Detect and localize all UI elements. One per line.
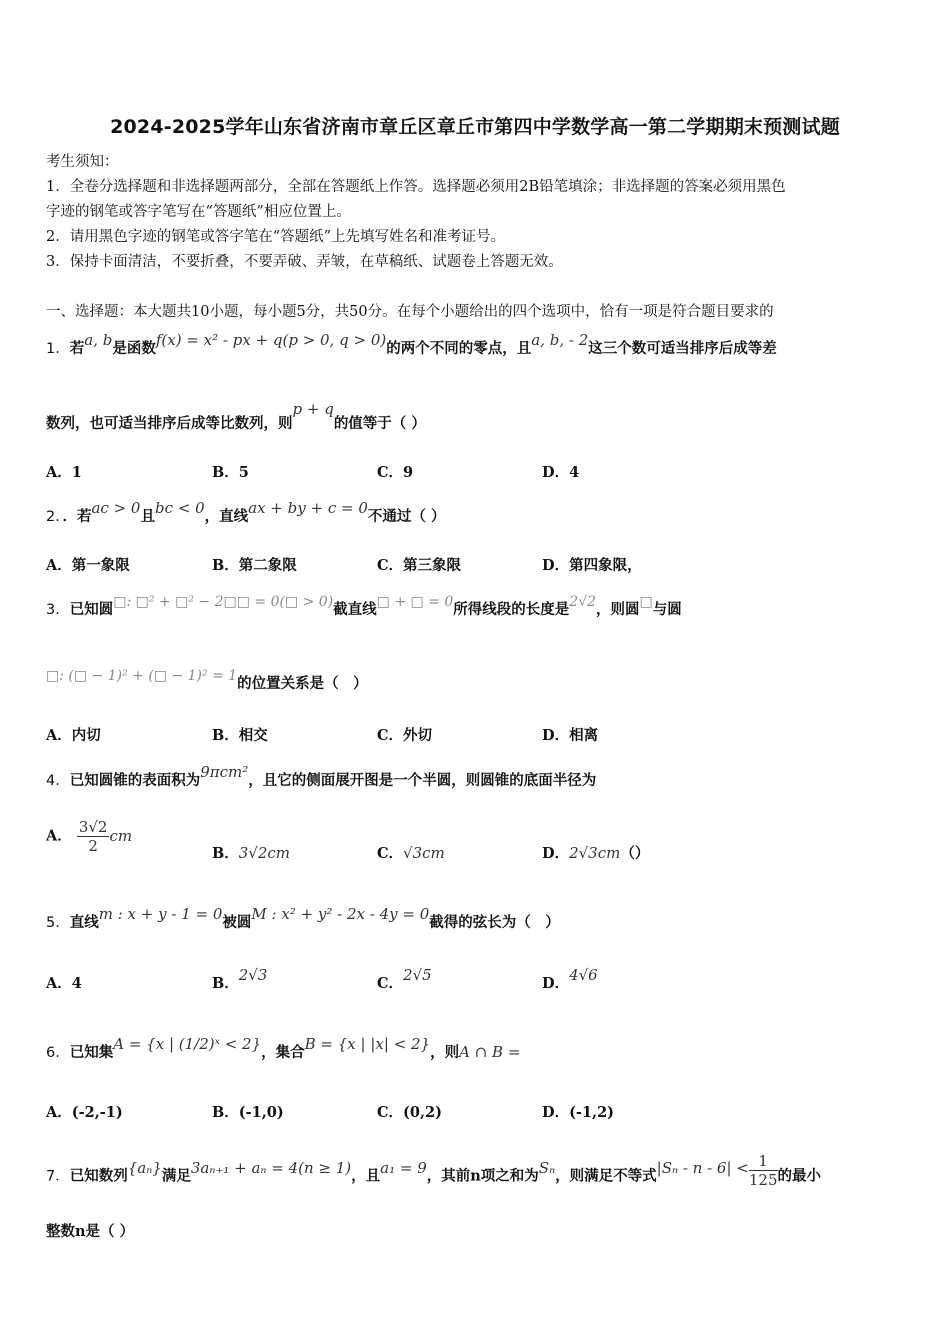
question-1-cont — [46, 400, 426, 434]
question-number: 2． — [46, 509, 63, 525]
q6-text-3: ，则 — [430, 1044, 460, 1061]
q6-option-d[interactable]: D．(-1,2) — [542, 1104, 615, 1121]
q1-text-3: 的两个不同的零点，且 — [386, 340, 532, 357]
q5-option-c[interactable] — [377, 966, 432, 993]
question-7-cont: 整数n是（ ） — [46, 1223, 135, 1240]
q4-option-b[interactable] — [212, 842, 290, 863]
q5-option-b-math: 2√3 — [238, 966, 268, 984]
q5-math-line: m : x + y - 1 = 0 — [98, 905, 223, 923]
fraction-denominator: 125 — [748, 1171, 778, 1189]
q6-math-set-a: A = {x | (1/2)ˣ < 2} — [113, 1035, 262, 1053]
q3-text-1: 已知圆 — [69, 601, 114, 618]
q7-math-seq: {aₙ} — [127, 1158, 162, 1177]
q2-math-1: ac > 0 — [91, 499, 141, 517]
q5-text-1: 直线 — [69, 914, 99, 931]
fraction-numerator: 3√2 — [78, 818, 108, 836]
question-2 — [46, 499, 446, 527]
question-number: 1． — [46, 341, 70, 357]
q1-option-d[interactable]: D．4 — [542, 464, 580, 481]
fraction-denominator: 2 — [88, 837, 98, 855]
q6-option-c[interactable]: C．(0,2) — [377, 1104, 442, 1121]
q3-option-d[interactable]: D．相离 — [542, 727, 599, 744]
q4-text-2: ，且它的侧面展开图是一个半圆，则圆锥的底面半径为 — [248, 772, 597, 789]
q7-math-inequality: |Sₙ - n - 6| < — [656, 1158, 749, 1177]
q4-option-c[interactable] — [377, 842, 445, 863]
q7-math-a1: a₁ = 9 — [380, 1158, 427, 1177]
q7-text-3: ，且 — [351, 1167, 381, 1185]
q3-math-length: 2√2 — [569, 594, 597, 610]
q2-text-1: ．若 — [62, 508, 92, 525]
page-title: 2024-2025学年山东省济南市章丘区章丘市第四中学数学高一第二学期期末预测试题 — [110, 116, 840, 138]
q5-option-b[interactable] — [212, 966, 268, 993]
notice-item-2: 2．请用黑色字迹的钢笔或答字笔在“答题纸”上先填写姓名和准考证号。 — [46, 229, 506, 245]
question-number: 3． — [46, 602, 70, 618]
q5-math-circle: M : x² + y² - 2x - 4y = 0 — [251, 905, 430, 923]
q2-option-d[interactable]: D．第四象限， — [542, 557, 642, 574]
q3-option-c[interactable]: C．外切 — [377, 727, 433, 744]
q7-text-6: 的最小 — [777, 1167, 822, 1185]
q1-option-b[interactable]: B．5 — [212, 464, 249, 481]
notice-item-3: 3．保持卡面清洁，不要折叠，不要弄破、弄皱，在草稿纸、试题卷上答题无效。 — [46, 254, 563, 270]
q6-math-set-b: B = {x | |x| < 2} — [304, 1035, 431, 1053]
q7-math-recurrence: 3aₙ₊₁ + aₙ = 4(n ≥ 1) — [190, 1158, 352, 1177]
q3-math-m: □ — [639, 594, 653, 610]
q3-text-3: 所得线段的长度是 — [453, 601, 570, 618]
q6-text-2: ，集合 — [261, 1044, 305, 1061]
q5-option-d-math: 4√6 — [569, 966, 598, 984]
q3-text-5: 与圆 — [652, 601, 682, 618]
q5-text-3: 截得的弦长为（ ） — [429, 914, 560, 931]
q4-text-1: 已知圆锥的表面积为 — [69, 772, 201, 789]
q1-math-function: f(x) = x² - px + q(p > 0, q > 0) — [155, 331, 387, 349]
q6-math-intersection: A ∩ B = — [459, 1043, 521, 1061]
question-number: 4． — [46, 773, 70, 789]
q3-math-circle-n: □: (□ − 1)² + (□ − 1)² = 1 — [46, 668, 238, 684]
q4-math-area: 9πcm² — [200, 763, 249, 781]
q5-text-2: 被圆 — [222, 914, 252, 931]
question-6 — [46, 1035, 521, 1063]
question-5 — [46, 905, 560, 933]
q1-text-4: 这三个数可适当排序后成等差 — [588, 340, 777, 357]
q7-text-1: 已知数列 — [69, 1167, 128, 1185]
section-heading: 一、选择题：本大题共10小题，每小题5分，共50分。在每个小题给出的四个选项中，恰有一项是符合题目要求的 — [46, 304, 774, 320]
q4-option-c-math: √3cm — [403, 844, 445, 862]
question-4 — [46, 763, 597, 791]
q5-option-d[interactable] — [542, 966, 598, 993]
fraction-numerator: 1 — [749, 1152, 778, 1171]
q5-option-b-label: B． — [212, 975, 239, 992]
q4-option-d-tail: （） — [620, 845, 650, 862]
q4-option-d-label: D． — [542, 845, 570, 862]
q7-math-sn: Sₙ — [538, 1158, 556, 1177]
question-3 — [46, 594, 682, 620]
q4-option-a-label: A． — [46, 827, 72, 845]
q4-option-d[interactable] — [542, 842, 649, 863]
q3-math-line: □ + □ = 0 — [376, 594, 454, 610]
q7-text-2: 满足 — [161, 1167, 191, 1185]
q2-text-2: 且 — [140, 508, 155, 525]
q1-option-a[interactable]: A．1 — [46, 464, 82, 481]
q1-math-sum: p + q — [292, 400, 334, 418]
q2-math-line: ax + by + c = 0 — [248, 499, 368, 517]
question-number: 6． — [46, 1045, 70, 1061]
q2-option-a[interactable]: A．第一象限 — [46, 557, 130, 574]
notice-item-1: 1．全卷分选择题和非选择题两部分，全部在答题纸上作答。选择题必须用2B铅笔填涂；非选择题的答案必须用黑色 — [46, 179, 786, 195]
question-number: 7． — [46, 1168, 70, 1185]
q3-text-2: 截直线 — [333, 601, 377, 618]
q7-fraction — [749, 1152, 778, 1189]
q1-text-2: 是函数 — [112, 340, 156, 357]
q7-text-5: ，则满足不等式 — [555, 1167, 657, 1185]
q3-math-circle: □: □² + □² − 2□□ = 0(□ > 0) — [113, 594, 334, 610]
q1-text-5: 数列，也可适当排序后成等比数列，则 — [46, 415, 293, 432]
question-7 — [46, 1152, 822, 1195]
q1-text-6: 的值等于（ ） — [333, 415, 426, 432]
q4-option-a[interactable] — [46, 818, 132, 855]
q1-math-ab: a, b — [84, 331, 113, 349]
q2-text-4: 不通过（ ） — [367, 508, 446, 525]
q4-option-a-unit: cm — [109, 826, 133, 845]
q2-text-3: ，直线 — [204, 508, 249, 525]
q7-text-4: ，其前n项之和为 — [426, 1167, 539, 1185]
q5-option-d-label: D． — [542, 975, 570, 992]
q6-option-a[interactable]: A．(-2,-1) — [46, 1104, 123, 1121]
question-1 — [46, 331, 777, 359]
q4-option-a-fraction — [77, 818, 110, 855]
q6-text-1: 已知集 — [69, 1044, 114, 1061]
q5-option-c-math: 2√5 — [403, 966, 432, 984]
q1-option-c[interactable]: C．9 — [377, 464, 414, 481]
q4-option-c-label: C． — [377, 845, 404, 862]
q5-option-a[interactable]: A．4 — [46, 975, 82, 992]
q3-text-4: ，则圆 — [596, 601, 640, 618]
question-number: 5． — [46, 915, 70, 931]
q3-option-b[interactable]: B．相交 — [212, 727, 268, 744]
q2-option-c[interactable]: C．第三象限 — [377, 557, 462, 574]
q2-math-2: bc < 0 — [154, 499, 205, 517]
q3-option-a[interactable]: A．内切 — [46, 727, 101, 744]
notice-heading: 考生须知： — [46, 154, 119, 170]
q1-math-numbers: a, b, - 2 — [531, 331, 589, 349]
notice-item-1-cont: 字迹的钢笔或答字笔写在“答题纸”相应位置上。 — [46, 204, 351, 220]
q1-text-1: 若 — [69, 340, 85, 357]
q4-option-b-label: B． — [212, 845, 239, 862]
q5-option-c-label: C． — [377, 975, 404, 992]
q3-text-6: 的位置关系是（ ） — [237, 675, 368, 692]
q2-option-b[interactable]: B．第二象限 — [212, 557, 297, 574]
question-3-cont — [46, 668, 368, 694]
q4-option-d-math: 2√3cm — [569, 844, 621, 862]
q4-option-b-math: 3√2cm — [238, 844, 291, 862]
q6-option-b[interactable]: B．(-1,0) — [212, 1104, 284, 1121]
